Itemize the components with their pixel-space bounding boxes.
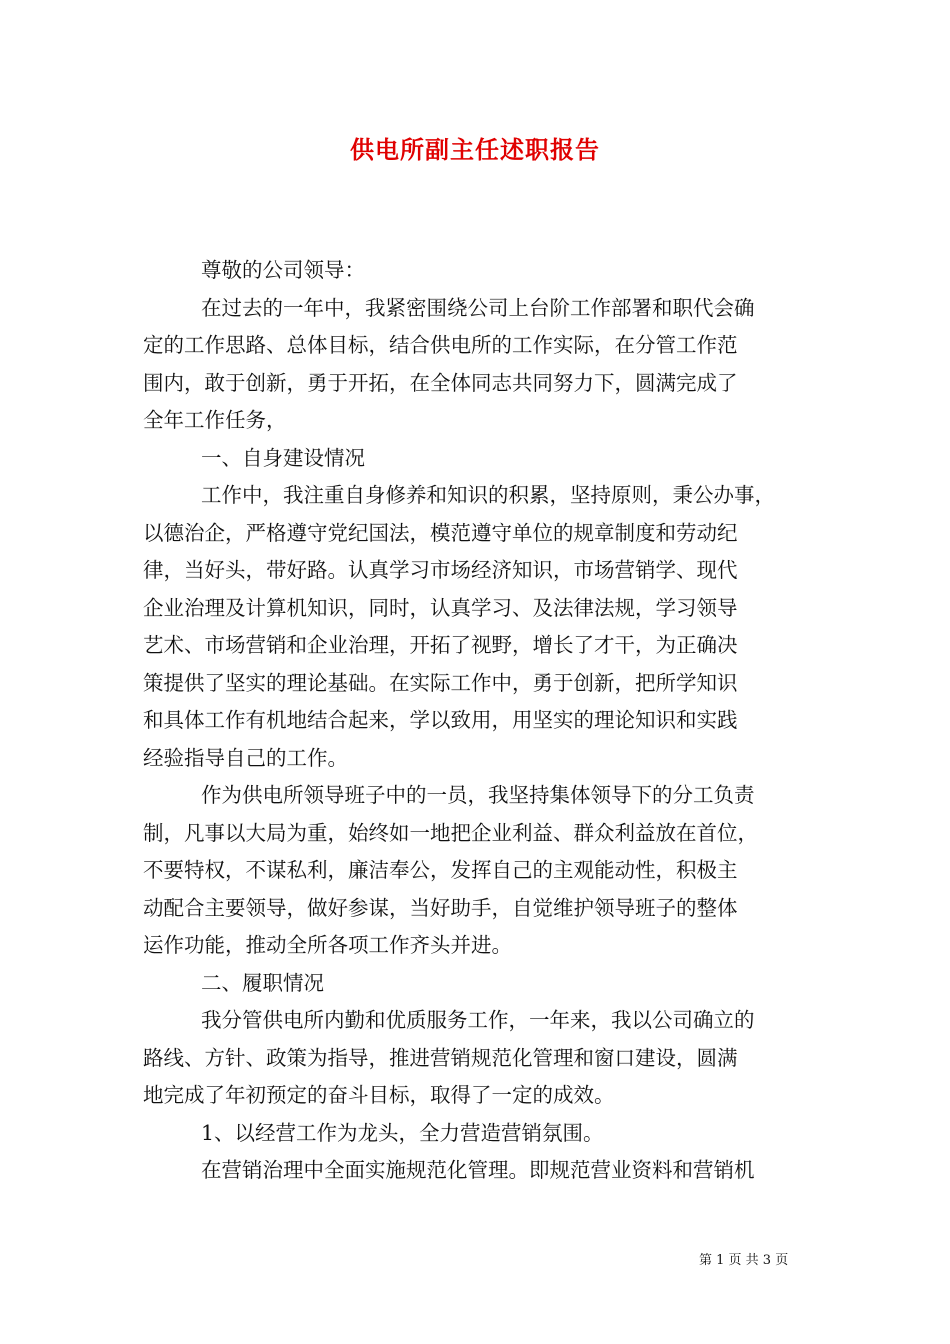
text-line: 全年工作任务， (143, 408, 287, 432)
text-line: 运作功能，推动全所各项工作齐头并进。 (143, 933, 512, 957)
text-line: 围内，敢于创新，勇于开拓，在全体同志共同努力下，圆满完成了 (143, 370, 738, 395)
text-line: 在过去的一年中，我紧密围绕公司上台阶工作部署和职代会确 (201, 295, 755, 320)
text-line: 定的工作思路、总体目标，结合供电所的工作实际，在分管工作范 (143, 333, 738, 357)
text-line: 艺术、市场营销和企业治理，开拓了视野，增长了才干，为正确决 (143, 633, 738, 657)
text-line: 作为供电所领导班子中的一员，我坚持集体领导下的分工负责 (201, 783, 755, 807)
text-line: 二、履职情况 (201, 970, 324, 995)
text-line: 经验指导自己的工作。 (143, 745, 348, 770)
document-title: 供电所副主任述职报告 (350, 135, 600, 164)
text-line: 不要特权，不谋私利，廉洁奉公，发挥自己的主观能动性，积极主 (143, 858, 738, 882)
text-line: 以德治企，严格遵守党纪国法，模范遵守单位的规章制度和劳动纪 (143, 520, 738, 545)
document-body (143, 252, 813, 1190)
text-line: 尊敬的公司领导： (201, 258, 365, 282)
text-line: 1、以经营工作为龙头，全力营造营销氛围。 (201, 1120, 604, 1145)
text-line: 我分管供电所内勤和优质服务工作，一年来，我以公司确立的 (201, 1008, 755, 1032)
text-line: 工作中，我注重自身修养和知识的积累，坚持原则，秉公办事， (201, 483, 775, 507)
text-line: 和具体工作有机地结合起来，学以致用，用坚实的理论知识和实践 (143, 708, 738, 732)
text-line: 企业治理及计算机知识，同时，认真学习、及法律法规，学习领导 (143, 595, 738, 620)
text-line: 在营销治理中全面实施规范化管理。即规范营业资料和营销机 (201, 1158, 755, 1182)
text-line: 动配合主要领导，做好参谋，当好助手，自觉维护领导班子的整体 (143, 895, 738, 920)
text-line: 制，凡事以大局为重，始终如一地把企业利益、群众利益放在首位， (143, 820, 758, 845)
text-line: 律，当好头，带好路。认真学习市场经济知识，市场营销学、现代 (143, 558, 738, 582)
text-line: 策提供了坚实的理论基础。在实际工作中，勇于创新，把所学知识 (143, 670, 738, 695)
page-number-footer: 第 1 页 共 3 页 (699, 1253, 789, 1268)
text-line: 地完成了年初预定的奋斗目标，取得了一定的成效。 (143, 1083, 615, 1107)
text-line: 一、自身建设情况 (201, 445, 365, 470)
text-line: 路线、方针、政策为指导，推进营销规范化管理和窗口建设，圆满 (143, 1045, 738, 1070)
